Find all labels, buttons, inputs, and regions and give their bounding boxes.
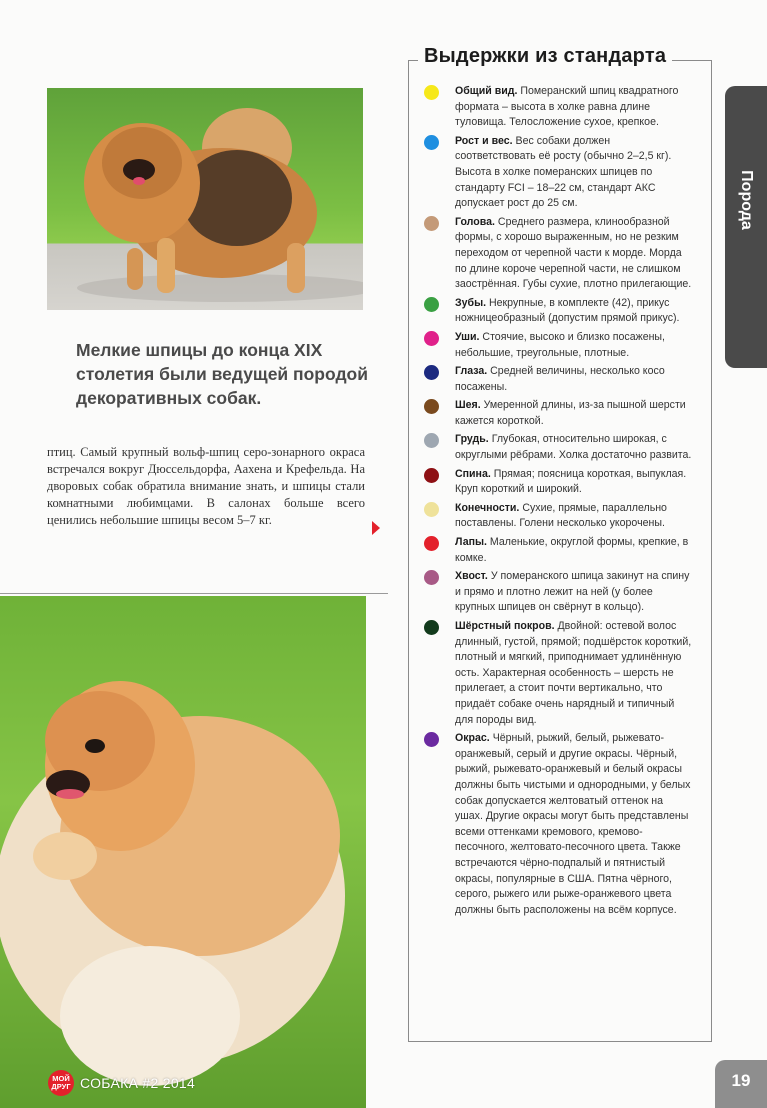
navy-dot-icon	[424, 365, 439, 380]
list-item	[422, 330, 692, 361]
red-dot-icon	[424, 536, 439, 551]
divider	[0, 593, 388, 594]
list-item	[422, 467, 692, 498]
list-item	[422, 364, 692, 395]
item-label: Уши.	[455, 330, 480, 343]
list-item	[422, 134, 692, 212]
list-item	[422, 432, 692, 463]
item-label: Шёрстный покров.	[455, 620, 555, 632]
dark-red-dot-icon	[424, 468, 439, 483]
magazine-logo	[48, 1070, 74, 1096]
list-item	[422, 84, 692, 131]
item-label: Хвост.	[455, 570, 488, 583]
list-item	[422, 296, 692, 327]
item-text: Чёрный, рыжий, белый, рыжевато-оранжевый, серый и другие окрасы. Чёрный, рыжий, рыжевато-оранжевый и белый окрасы должны быть чистыми и однородными, у белых собак допускается желтоватый оттенок на ушах. Другие окрасы могут быть представлены всеми оттенками кремового, кремово-песочного, желтовато-песочного цвета. Также встречаются чёрно-подпалый и пятнистый окрасы, популярные в США. Пятна чёрного, серого, рыжего или рыже-оранжевого цвета должны быть расположены на всём корпусе.	[455, 732, 691, 916]
mauve-dot-icon	[424, 570, 439, 585]
list-item	[422, 535, 692, 566]
list-item	[422, 731, 692, 918]
item-label: Грудь.	[455, 433, 489, 446]
pull-quote: Мелкие шпицы до конца XIX столетия были ведущей породой декоративных собак.	[76, 340, 369, 408]
yellow-dot-icon	[424, 85, 439, 100]
logo-bottom-text: ДРУГ	[51, 1082, 71, 1091]
magazine-footer	[48, 1070, 195, 1096]
standard-list	[422, 84, 692, 921]
item-text: Умеренной длины, из-за пышной шерсти кажется короткой.	[455, 399, 686, 427]
cream-dot-icon	[424, 502, 439, 517]
item-label: Конечности.	[455, 501, 520, 514]
list-item	[422, 619, 692, 728]
list-item	[422, 569, 692, 616]
page-number: 19	[715, 1060, 767, 1108]
blue-dot-icon	[424, 135, 439, 150]
list-item	[422, 215, 692, 293]
pomeranian-photo-top	[47, 88, 363, 310]
dark-green-dot-icon	[424, 620, 439, 635]
item-label: Глаза.	[455, 365, 488, 378]
list-item	[422, 398, 692, 429]
section-tab-text: Порода	[738, 170, 755, 230]
item-label: Спина.	[455, 467, 491, 480]
brown-dot-icon	[424, 399, 439, 414]
green-dot-icon	[424, 297, 439, 312]
pink-dot-icon	[424, 331, 439, 346]
item-label: Рост и вес.	[455, 134, 513, 147]
item-text: Среднего размера, клинообразной формы, с хорошо выраженным, но не резким переходом от черепной части к морде. Морда по длине короче черепной части, не слишком заострённая. Губы сухие, плотно прилегающие.	[455, 215, 692, 291]
item-text: Глубокая, относительно широкая, с округлыми рёбрами. Холка достаточно развита.	[455, 433, 692, 462]
item-text: Прямая; поясница короткая, выпуклая. Круп короткий и широкий.	[455, 467, 687, 496]
item-text: Вес собаки должен соответствовать её росту (обычно 2–2,5 кг). Высота в холке померанских шпицев по стандарту FCI – 18–22 см, стандарт АКС допускает рост до 25 см.	[455, 134, 672, 210]
grey-dot-icon	[424, 433, 439, 448]
pomeranian-photo-bottom	[0, 596, 366, 1108]
item-text: Средней величины, несколько косо посажены.	[455, 365, 665, 393]
article-body: птиц. Самый крупный вольф-шпиц серо-зонарного окраса встречался вокруг Дюссельдорфа, Аахена и Крефельда. На дворовых собак обратила внимание знать, и шпицы стали комнатными любимцами. В салонах больше всего ценились небольшие шпицы весом 5–7 кг.	[47, 445, 365, 527]
item-label: Общий вид.	[455, 85, 518, 97]
tan-dot-icon	[424, 216, 439, 231]
item-text: Сухие, прямые, параллельно поставлены. Голени несколько укорочены.	[455, 501, 667, 530]
list-item	[422, 501, 692, 532]
item-text: Маленькие, округлой формы, крепкие, в комке.	[455, 536, 689, 564]
item-label: Шея.	[455, 399, 481, 412]
sidebar-title: Выдержки из стандарта	[418, 45, 672, 68]
continue-arrow-icon	[372, 521, 380, 535]
issue-label: СОБАКА #2 2014	[80, 1075, 196, 1091]
item-label: Лапы.	[455, 536, 487, 549]
section-tab-label	[727, 150, 765, 250]
item-text: У померанского шпица закинут на спину и прямо и плотно лежит на ней (у более крупных шпицев он свёрнут в кольцо).	[455, 570, 690, 614]
item-label: Зубы.	[455, 296, 487, 309]
item-text: Стоячие, высоко и близко посажены, небольшие, треугольные, плотные.	[455, 330, 665, 359]
item-label: Окрас.	[455, 732, 490, 745]
item-label: Голова.	[455, 215, 495, 228]
item-text: Померанский шпиц квадратного формата – высота в холке равна длине туловища. Телосложение сухое, крепкое.	[455, 85, 679, 129]
logo-top-text: МОЙ	[52, 1074, 70, 1083]
item-text: Двойной: остевой волос длинный, густой, прямой; подшёрсток короткий, плотный и мягкий, приподнимает удлинённую ость. Характерная особенность – шерсть не прилегает, а стоит почти вертикально, что придаёт собаке очень нарядный и типичный для породы вид.	[455, 620, 692, 726]
item-text: Некрупные, в комплекте (42), прикус ножницеобразный (допустим прямой прикус).	[455, 296, 680, 325]
purple-dot-icon	[424, 732, 439, 747]
